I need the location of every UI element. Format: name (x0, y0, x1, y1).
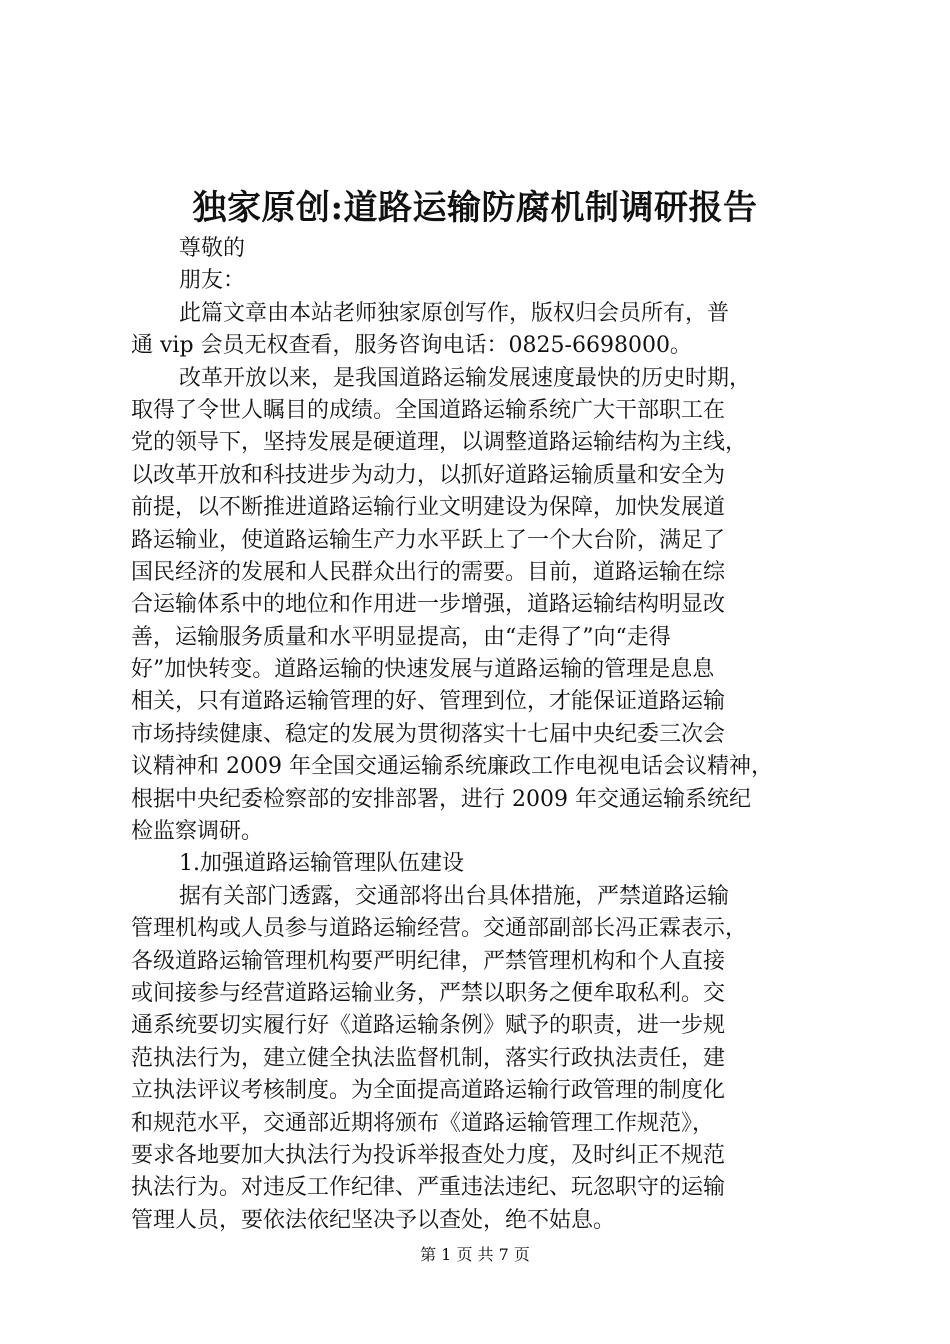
text-line: 通系统要切实履行好《道路运输条例》赋予的职责，进一步规 (131, 1013, 726, 1039)
text-line: 取得了令世人瞩目的成绩。全国道路运输系统广大干部职工在 (131, 397, 726, 423)
text-line: 执法行为。对违反工作纪律、严重违法违纪、玩忽职守的运输 (131, 1175, 726, 1201)
text-line: 通 vip 会员无权查看，服务咨询电话：0825-6698000。 (131, 333, 692, 359)
text-line: 朋友： (179, 268, 246, 294)
document-body (131, 233, 831, 1237)
text-line: 和规范水平，交通部近期将颁布《道路运输管理工作规范》， (131, 1110, 715, 1136)
text-line: 尊敬的 (179, 236, 246, 261)
text-line: 改革开放以来，是我国道路运输发展速度最快的历史时期， (179, 365, 752, 391)
text-line: 善，运输服务质量和水平明显提高，由“走得了”向“走得 (131, 624, 671, 650)
text-line: 国民经济的发展和人民群众出行的需要。目前，道路运输在综 (131, 559, 726, 585)
text-line: 根据中央纪委检察部的安排部署，进行 2009 年交通运输系统纪 (131, 786, 751, 812)
text-line: 相关，只有道路运输管理的好、管理到位，才能保证道路运输 (131, 689, 726, 715)
text-line: 党的领导下，坚持发展是硬道理，以调整道路运输结构为主线， (131, 430, 748, 456)
page-footer: 第 1 页 共 7 页 (420, 1245, 530, 1264)
text-line: 管理机构或人员参与道路运输经营。交通部副部长冯正霖表示， (131, 916, 748, 942)
text-line: 管理人员，要依法依纪坚决予以查处，绝不姑息。 (131, 1207, 616, 1233)
text-line: 路运输业，使道路运输生产力水平跃上了一个大台阶，满足了 (131, 527, 726, 553)
document-title: 独家原创:道路运输防腐机制调研报告 (192, 188, 758, 228)
text-line: 检监察调研。 (131, 819, 264, 845)
text-line: 以改革开放和科技进步为动力，以抓好道路运输质量和安全为 (131, 462, 726, 488)
text-line: 各级道路运输管理机构要严明纪律，严禁管理机构和个人直接 (131, 948, 726, 974)
text-line: 合运输体系中的地位和作用进一步增强，道路运输结构明显改 (131, 592, 726, 618)
text-line: 前提，以不断推进道路运输行业文明建设为保障，加快发展道 (131, 495, 726, 521)
text-line: 立执法评议考核制度。为全面提高道路运输行政管理的制度化 (131, 1078, 726, 1104)
text-line: 此篇文章由本站老师独家原创写作，版权归会员所有，普 (179, 300, 730, 326)
text-line: 要求各地要加大执法行为投诉举报查处力度，及时纠正不规范 (131, 1142, 726, 1168)
text-line: 或间接参与经营道路运输业务，严禁以职务之便牟取私利。交 (131, 980, 726, 1006)
text-line: 1.加强道路运输管理队伍建设 (179, 851, 464, 877)
text-line: 市场持续健康、稳定的发展为贯彻落实十七届中央纪委三次会 (131, 721, 726, 747)
text-line: 好”加快转变。道路运输的快速发展与道路运输的管理是息息 (131, 657, 715, 683)
text-line: 据有关部门透露，交通部将出台具体措施，严禁道路运输 (179, 883, 730, 909)
text-line: 范执法行为，建立健全执法监督机制，落实行政执法责任，建 (131, 1045, 726, 1071)
text-line: 议精神和 2009 年全国交通运输系统廉政工作电视电话会议精神， (131, 754, 773, 780)
